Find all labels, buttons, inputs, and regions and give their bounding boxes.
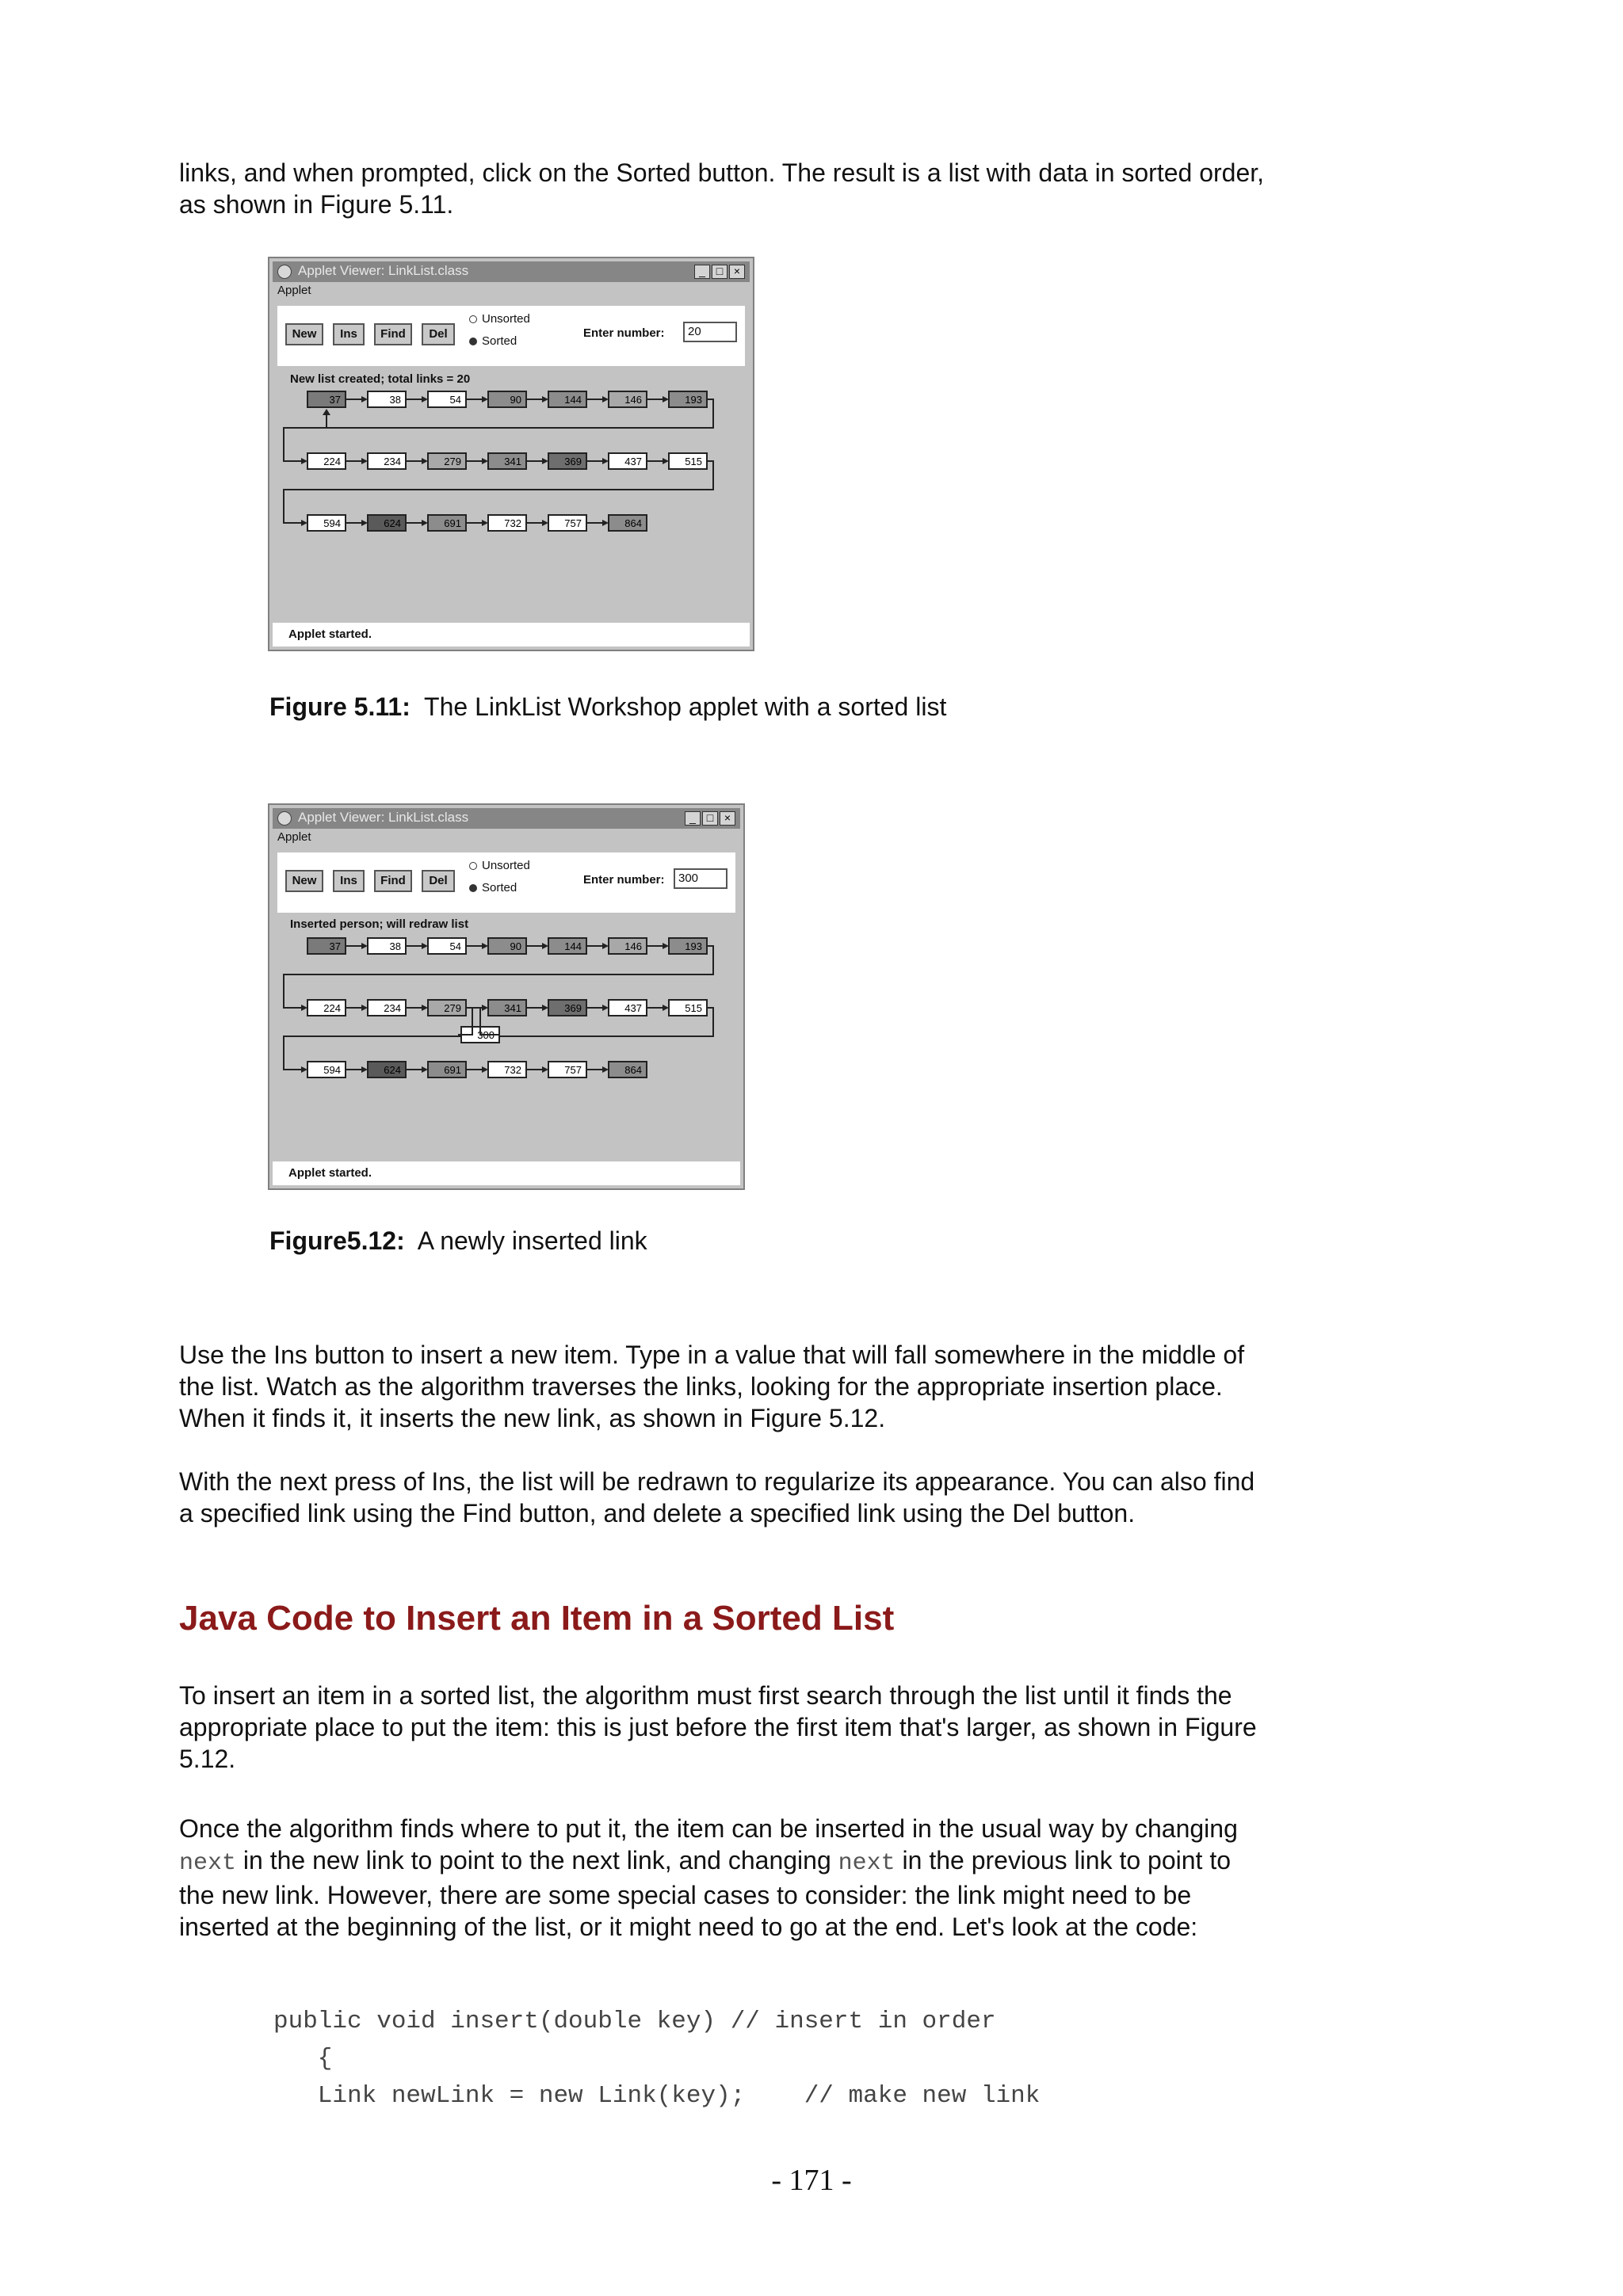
next-paragraph: With the next press of Ins, the list will be redrawn to regularize its appearance. You can also find a specified link using the Find button, and delete a specified link using the Del button. bbox=[179, 1467, 1255, 1527]
link-node bbox=[609, 453, 647, 469]
arrow-head bbox=[542, 943, 548, 949]
status-message: New list created; total links = 20 bbox=[290, 372, 471, 386]
link-node bbox=[307, 515, 346, 531]
arrow-head bbox=[361, 458, 368, 464]
link-value: 279 bbox=[444, 1002, 461, 1014]
link-node bbox=[428, 391, 466, 407]
arrow-head bbox=[542, 1005, 548, 1011]
link-node bbox=[488, 1062, 526, 1077]
link-value: 369 bbox=[564, 1002, 582, 1014]
link-value: 515 bbox=[685, 1002, 702, 1014]
arrow-head bbox=[663, 396, 669, 402]
page-number: - 171 - bbox=[771, 2164, 852, 2197]
minimize-icon[interactable]: _ bbox=[685, 811, 701, 826]
link-node bbox=[428, 1000, 466, 1016]
link-value: 691 bbox=[444, 1064, 461, 1076]
menu-applet[interactable]: Applet bbox=[277, 284, 311, 297]
status-message: Inserted person; will redraw list bbox=[290, 917, 469, 931]
status-text: Applet started. bbox=[288, 1166, 372, 1180]
arrow-head bbox=[361, 396, 368, 402]
arrow-head bbox=[422, 1005, 428, 1011]
arrow-head bbox=[482, 396, 488, 402]
link-value: 437 bbox=[624, 1002, 642, 1014]
link-value: 37 bbox=[329, 394, 341, 406]
link-node bbox=[609, 515, 647, 531]
wrap-arrow-line bbox=[284, 461, 713, 523]
arrow-head bbox=[602, 1066, 609, 1073]
link-node bbox=[307, 391, 346, 407]
link-node bbox=[428, 453, 466, 469]
link-node bbox=[488, 453, 526, 469]
once-paragraph: Once the algorithm finds where to put it, the item can be inserted in the usual way by changing next in the new link to point to the next link, and changing next in the previous link to point to the new link. However, there are some special cases to consider: the link might need to be inserted at the beginning of the list, or it might need to go at the end. Let's look at the code: bbox=[179, 1814, 1238, 1941]
link-node bbox=[669, 391, 707, 407]
intro-paragraph: links, and when prompted, click on the Sorted button. The result is a list with data in sorted order, as shown in Figure 5.11. bbox=[179, 158, 1265, 219]
link-value: 38 bbox=[389, 940, 401, 952]
arrow-head bbox=[482, 1005, 488, 1011]
arrow-head bbox=[663, 1005, 669, 1011]
link-value: 54 bbox=[449, 940, 461, 952]
arrow-head bbox=[422, 1066, 428, 1073]
arrow-head bbox=[482, 520, 488, 526]
link-node bbox=[488, 391, 526, 407]
arrow-head bbox=[301, 1066, 307, 1073]
link-value: 341 bbox=[504, 456, 521, 467]
radio-sorted[interactable]: Sorted bbox=[469, 334, 517, 348]
link-node bbox=[307, 453, 346, 469]
link-node bbox=[548, 938, 586, 954]
arrow-head bbox=[482, 458, 488, 464]
del-button[interactable]: Del bbox=[422, 323, 455, 345]
arrow-head bbox=[361, 943, 368, 949]
link-node bbox=[307, 938, 346, 954]
ins-button[interactable]: Ins bbox=[333, 323, 365, 345]
ins-paragraph: Use the Ins button to insert a new item. Type in a value that will fall somewhere in the middle of the list. Watch as the algorithm traverses the links, looking for the appropriate insertion place. When it finds it, it inserts the new link, as shown in Figure 5.12. bbox=[179, 1341, 1245, 1432]
code-line: public void insert(double key) // insert in order bbox=[273, 2008, 996, 2035]
link-node bbox=[368, 453, 406, 469]
arrow-head bbox=[422, 520, 428, 526]
link-node bbox=[548, 453, 586, 469]
arrow-head bbox=[361, 1066, 368, 1073]
arrow-head bbox=[482, 943, 488, 949]
applet-window-inserted bbox=[268, 803, 745, 1190]
figure-caption-5-12 bbox=[269, 1226, 647, 1256]
figure-label: Figure 5.11: bbox=[269, 692, 411, 721]
code-line: { bbox=[273, 2045, 333, 2073]
link-value: 146 bbox=[624, 394, 642, 406]
link-value: 341 bbox=[504, 1002, 521, 1014]
enter-number-label: Enter number: bbox=[583, 873, 665, 887]
link-node bbox=[548, 515, 586, 531]
arrow-head bbox=[542, 520, 548, 526]
link-node bbox=[669, 938, 707, 954]
arrow-head bbox=[301, 520, 307, 526]
code-next: next bbox=[838, 1850, 896, 1877]
maximize-icon[interactable]: □ bbox=[702, 811, 718, 826]
minimize-icon[interactable]: _ bbox=[694, 265, 710, 279]
arrow-head bbox=[422, 396, 428, 402]
code-next: next bbox=[179, 1850, 237, 1877]
radio-sorted[interactable]: Sorted bbox=[469, 881, 517, 894]
link-node bbox=[609, 938, 647, 954]
menu-applet[interactable]: Applet bbox=[277, 830, 311, 844]
link-node bbox=[428, 515, 466, 531]
link-node bbox=[488, 1000, 526, 1016]
arrow-head bbox=[542, 458, 548, 464]
linked-list-diagram bbox=[269, 258, 753, 650]
find-button[interactable]: Find bbox=[374, 323, 412, 345]
find-button[interactable]: Find bbox=[374, 870, 412, 892]
maximize-icon[interactable]: □ bbox=[712, 265, 727, 279]
arrow-head bbox=[323, 409, 330, 415]
link-value: 732 bbox=[504, 517, 521, 529]
del-button[interactable]: Del bbox=[422, 870, 455, 892]
window-title: Applet Viewer: LinkList.class bbox=[298, 263, 469, 278]
status-bar bbox=[273, 1161, 740, 1185]
link-value: 757 bbox=[564, 1064, 582, 1076]
link-value: 594 bbox=[323, 1064, 341, 1076]
radio-unsorted[interactable]: Unsorted bbox=[469, 859, 530, 872]
link-value: 54 bbox=[449, 394, 461, 406]
arrow-head bbox=[663, 458, 669, 464]
link-value: 757 bbox=[564, 517, 582, 529]
arrow-head bbox=[542, 396, 548, 402]
link-node bbox=[669, 453, 707, 469]
link-value: 732 bbox=[504, 1064, 521, 1076]
link-value: 37 bbox=[329, 940, 341, 952]
link-value: 279 bbox=[444, 456, 461, 467]
link-node bbox=[609, 391, 647, 407]
arrow-head bbox=[602, 396, 609, 402]
link-node bbox=[609, 1062, 647, 1077]
link-value: 300 bbox=[477, 1029, 495, 1041]
arrow-head bbox=[361, 1005, 368, 1011]
status-text: Applet started. bbox=[288, 627, 372, 641]
link-node bbox=[488, 515, 526, 531]
link-value: 624 bbox=[384, 1064, 401, 1076]
link-node bbox=[428, 938, 466, 954]
link-node bbox=[669, 1000, 707, 1016]
link-node bbox=[368, 515, 406, 531]
link-node bbox=[548, 1062, 586, 1077]
applet-window-sorted bbox=[268, 257, 754, 651]
link-node bbox=[307, 1062, 346, 1077]
arrow-head bbox=[602, 1005, 609, 1011]
link-value: 38 bbox=[389, 394, 401, 406]
link-value: 146 bbox=[624, 940, 642, 952]
link-value: 224 bbox=[323, 1002, 341, 1014]
status-bar bbox=[273, 623, 750, 646]
link-node bbox=[609, 1000, 647, 1016]
link-value: 193 bbox=[685, 394, 702, 406]
window-title: Applet Viewer: LinkList.class bbox=[298, 810, 469, 825]
link-node bbox=[368, 391, 406, 407]
link-value: 234 bbox=[384, 1002, 401, 1014]
linked-list-diagram bbox=[269, 805, 743, 1188]
link-node bbox=[428, 1062, 466, 1077]
arrow-head bbox=[301, 1005, 307, 1011]
link-value: 864 bbox=[624, 1064, 642, 1076]
enter-number-label: Enter number: bbox=[583, 326, 665, 340]
link-value: 144 bbox=[564, 940, 582, 952]
arrow-head bbox=[663, 943, 669, 949]
link-value: 437 bbox=[624, 456, 642, 467]
arrow-head bbox=[602, 458, 609, 464]
figure-caption-text: The LinkList Workshop applet with a sorted list bbox=[424, 692, 947, 721]
close-icon[interactable]: × bbox=[729, 265, 745, 279]
enter-number-input[interactable]: 300 bbox=[674, 868, 727, 889]
arrow-head bbox=[542, 1066, 548, 1073]
arrow-head bbox=[602, 943, 609, 949]
link-node bbox=[548, 1000, 586, 1016]
arrow-head bbox=[482, 1066, 488, 1073]
insert-sorted-paragraph: To insert an item in a sorted list, the algorithm must first search through the list until it finds the appropriate place to put the item: this is just before the first item that's larger, as shown in Figure 5.12. bbox=[179, 1681, 1257, 1773]
new-button[interactable]: New bbox=[285, 323, 323, 345]
radio-unsorted[interactable]: Unsorted bbox=[469, 312, 530, 326]
arrow-head bbox=[301, 458, 307, 464]
link-value: 691 bbox=[444, 517, 461, 529]
new-button[interactable]: New bbox=[285, 870, 323, 892]
arrow-head bbox=[422, 943, 428, 949]
figure-caption-text: A newly inserted link bbox=[417, 1226, 647, 1255]
link-value: 90 bbox=[510, 394, 521, 406]
link-value: 90 bbox=[510, 940, 521, 952]
wrap-arrow-line bbox=[284, 399, 713, 461]
link-node bbox=[488, 938, 526, 954]
figure-caption-5-11 bbox=[269, 692, 946, 722]
link-value: 594 bbox=[323, 517, 341, 529]
link-node bbox=[307, 1000, 346, 1016]
arrow-head bbox=[602, 520, 609, 526]
arrow-head bbox=[361, 520, 368, 526]
link-value: 193 bbox=[685, 940, 702, 952]
enter-number-input[interactable]: 20 bbox=[683, 322, 737, 342]
link-node bbox=[368, 1062, 406, 1077]
link-value: 624 bbox=[384, 517, 401, 529]
link-node bbox=[368, 1000, 406, 1016]
section-heading: Java Code to Insert an Item in a Sorted List bbox=[179, 1599, 895, 1638]
figure-label: Figure5.12: bbox=[269, 1226, 405, 1255]
link-value: 515 bbox=[685, 456, 702, 467]
close-icon[interactable]: × bbox=[720, 811, 735, 826]
link-value: 224 bbox=[323, 456, 341, 467]
link-value: 864 bbox=[624, 517, 642, 529]
wrap-arrow-line bbox=[284, 946, 713, 1008]
link-value: 144 bbox=[564, 394, 582, 406]
arrow-head bbox=[422, 458, 428, 464]
code-line: Link newLink = new Link(key); // make new link bbox=[273, 2082, 1041, 2110]
ins-button[interactable]: Ins bbox=[333, 870, 365, 892]
link-value: 234 bbox=[384, 456, 401, 467]
link-value: 369 bbox=[564, 456, 582, 467]
link-node bbox=[548, 391, 586, 407]
link-node bbox=[368, 938, 406, 954]
